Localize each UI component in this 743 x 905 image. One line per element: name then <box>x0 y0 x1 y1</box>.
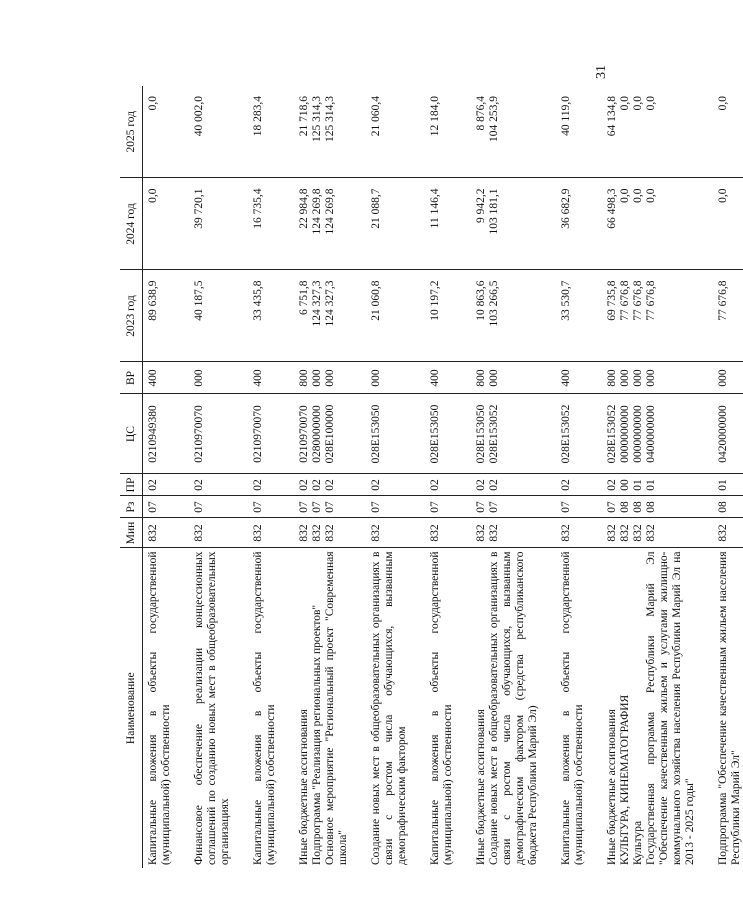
row-vr: 800 <box>606 362 619 394</box>
row-2023: 124 327,3 <box>311 270 324 362</box>
table-row <box>488 86 560 868</box>
row-vr: 000 <box>632 362 645 394</box>
row-2023: 10 197,2 <box>429 270 475 362</box>
row-2024: 9 942,2 <box>475 178 488 270</box>
row-2025: 125 314,3 <box>324 96 336 142</box>
row-pr: 02 <box>298 474 311 496</box>
row-min: 832 <box>619 518 632 548</box>
row-2023: 33 530,7 <box>560 270 606 362</box>
row-rz: 07 <box>475 496 488 518</box>
row-2025: 0,0 <box>619 96 631 111</box>
row-cs: 028E153050 <box>370 394 429 474</box>
col-header-min: Мин <box>120 518 143 548</box>
row-pr: 02 <box>606 474 619 496</box>
row-min: 832 <box>632 518 645 548</box>
row-pr: 02 <box>252 474 298 496</box>
row-2024: 124 269,8 <box>324 178 370 270</box>
row-name: Финансовое обеспечение реализации концессионных соглашений по созданию новых мест в общеобразовательных организациях <box>193 548 252 868</box>
row-name: КУЛЬТУРА, КИНЕМАТОГРАФИЯ <box>619 548 632 868</box>
row-2025: 8 876,4 <box>475 96 487 131</box>
row-min: 832 <box>311 518 324 548</box>
row-vr: 400 <box>252 362 298 394</box>
row-min: 832 <box>370 518 429 548</box>
row-2024: 124 269,8 <box>311 178 324 270</box>
row-2025: 104 253,9 <box>488 96 500 142</box>
row-min: 832 <box>488 518 560 548</box>
row-cs: 0210970070 <box>298 394 311 474</box>
col-header-pr: ПР <box>120 474 143 496</box>
table-row <box>324 86 370 868</box>
row-cs: 028E153050 <box>429 394 475 474</box>
row-2024: 103 181,1 <box>488 178 560 270</box>
row-2023: 77 676,8 <box>717 270 743 362</box>
row-2024: 39 720,1 <box>193 178 252 270</box>
row-name: Государственная программа Республики Марий Эл "Обеспечение качественным жильем и услугами жилищно-коммунального хозяйства населения Республики Марий Эл на 2013 - 2025 годы" <box>645 548 717 868</box>
table-row <box>560 86 606 868</box>
row-2024: 11 146,4 <box>429 178 475 270</box>
row-pr: 02 <box>143 474 194 496</box>
row-2024: 21 088,7 <box>370 178 429 270</box>
row-2025: 21 060,4 <box>370 96 382 137</box>
row-min: 832 <box>429 518 475 548</box>
row-2024: 0,0 <box>645 178 717 270</box>
row-vr: 000 <box>717 362 743 394</box>
row-2023: 89 638,9 <box>143 270 194 362</box>
row-2023: 21 060,8 <box>370 270 429 362</box>
row-vr: 000 <box>370 362 429 394</box>
row-rz: 08 <box>717 496 743 518</box>
row-2025: 12 184,0 <box>429 96 441 137</box>
col-header-vr: ВР <box>120 362 143 394</box>
table-row <box>370 86 429 868</box>
row-2025: 0,0 <box>717 96 729 111</box>
row-pr: 02 <box>488 474 560 496</box>
row-min: 832 <box>475 518 488 548</box>
row-min: 832 <box>324 518 370 548</box>
row-2024: 0,0 <box>619 178 632 270</box>
col-header-name: Наименование <box>120 548 143 868</box>
row-pr: 01 <box>645 474 717 496</box>
row-vr: 000 <box>645 362 717 394</box>
row-rz: 07 <box>143 496 194 518</box>
table-row <box>252 86 298 868</box>
table-header-row <box>120 86 143 868</box>
row-pr: 02 <box>311 474 324 496</box>
row-2024: 22 984,8 <box>298 178 311 270</box>
table-row <box>429 86 475 868</box>
row-min: 832 <box>143 518 194 548</box>
row-rz: 07 <box>324 496 370 518</box>
row-rz: 07 <box>311 496 324 518</box>
row-cs: 0400000000 <box>645 394 717 474</box>
row-name: Подпрограмма "Обеспечение качественным жильем населения Республики Марий Эл" <box>717 548 743 868</box>
row-2025: 18 283,4 <box>252 96 264 137</box>
row-vr: 400 <box>143 362 194 394</box>
col-header-rz: Рз <box>120 496 143 518</box>
row-2023: 33 435,8 <box>252 270 298 362</box>
row-min: 832 <box>193 518 252 548</box>
row-min: 832 <box>560 518 606 548</box>
row-2025: 40 119,0 <box>560 96 572 136</box>
row-rz: 07 <box>429 496 475 518</box>
row-2025: 0,0 <box>147 96 159 111</box>
col-header-2025: 2025 год <box>120 86 143 178</box>
table-row <box>619 86 632 868</box>
row-cs: 0210970070 <box>193 394 252 474</box>
row-vr: 000 <box>193 362 252 394</box>
table-row <box>606 86 619 868</box>
row-2025: 40 002,0 <box>193 96 205 137</box>
row-2024: 66 498,3 <box>606 178 619 270</box>
row-min: 832 <box>645 518 717 548</box>
row-rz: 07 <box>193 496 252 518</box>
row-cs: 028E153052 <box>488 394 560 474</box>
row-min: 832 <box>717 518 743 548</box>
table-row <box>645 86 717 868</box>
row-vr: 400 <box>560 362 606 394</box>
row-2023: 103 266,5 <box>488 270 560 362</box>
table-row <box>632 86 645 868</box>
row-cs: 028E100000 <box>324 394 370 474</box>
row-name: Культура <box>632 548 645 868</box>
row-rz: 07 <box>606 496 619 518</box>
row-rz: 07 <box>560 496 606 518</box>
row-2023: 77 676,8 <box>619 270 632 362</box>
row-cs: 028E153050 <box>475 394 488 474</box>
row-pr: 01 <box>717 474 743 496</box>
row-2024: 16 735,4 <box>252 178 298 270</box>
row-name: Основное мероприятие "Региональный проект "Современная школа" <box>324 548 370 868</box>
row-min: 832 <box>298 518 311 548</box>
row-cs: 0210970070 <box>252 394 298 474</box>
row-cs: 028E153052 <box>606 394 619 474</box>
table-row <box>143 86 194 868</box>
row-name: Капитальные вложения в объекты государственной (муниципальной) собственности <box>143 548 194 868</box>
row-2023: 124 327,3 <box>324 270 370 362</box>
row-pr: 00 <box>619 474 632 496</box>
row-2025: 21 718,6 <box>298 96 310 137</box>
page-number: 31 <box>594 65 609 79</box>
col-header-2024: 2024 год <box>120 178 143 270</box>
row-cs: 0000000000 <box>632 394 645 474</box>
row-name: Создание новых мест в общеобразовательных организациях в связи с ростом числа обучающихся, вызванным демографическим фактором (средства республиканского бюджета Республики Марий Эл) <box>488 548 560 868</box>
row-vr: 000 <box>311 362 324 394</box>
row-2025: 125 314,3 <box>311 96 323 142</box>
row-2023: 10 863,6 <box>475 270 488 362</box>
row-2023: 77 676,8 <box>632 270 645 362</box>
row-rz: 08 <box>645 496 717 518</box>
row-cs: 0280000000 <box>311 394 324 474</box>
table-row <box>193 86 252 868</box>
row-name: Подпрограмма "Реализация региональных проектов" <box>311 548 324 868</box>
row-2024: 0,0 <box>632 178 645 270</box>
row-rz: 07 <box>488 496 560 518</box>
row-pr: 02 <box>324 474 370 496</box>
row-name: Иные бюджетные ассигнования <box>298 548 311 868</box>
row-vr: 000 <box>619 362 632 394</box>
row-name: Капитальные вложения в объекты государственной (муниципальной) собственности <box>560 548 606 868</box>
row-2025: 64 134,8 <box>606 96 618 137</box>
row-2023: 6 751,8 <box>298 270 311 362</box>
row-rz: 07 <box>298 496 311 518</box>
row-name: Капитальные вложения в объекты государственной (муниципальной) собственности <box>252 548 298 868</box>
row-min: 832 <box>252 518 298 548</box>
row-vr: 800 <box>475 362 488 394</box>
budget-table-rotated <box>120 86 742 868</box>
row-vr: 000 <box>324 362 370 394</box>
row-2023: 69 735,8 <box>606 270 619 362</box>
row-name: Капитальные вложения в объекты государственной (муниципальной) собственности <box>429 548 475 868</box>
row-2024: 36 682,9 <box>560 178 606 270</box>
row-pr: 02 <box>560 474 606 496</box>
row-pr: 02 <box>370 474 429 496</box>
row-2025: 0,0 <box>632 96 644 111</box>
row-vr: 000 <box>488 362 560 394</box>
budget-table <box>120 86 743 868</box>
row-name: Иные бюджетные ассигнования <box>475 548 488 868</box>
table-row <box>717 86 743 868</box>
row-rz: 08 <box>632 496 645 518</box>
col-header-2023: 2023 год <box>120 270 143 362</box>
row-2023: 40 187,5 <box>193 270 252 362</box>
table-row <box>298 86 311 868</box>
row-rz: 07 <box>252 496 298 518</box>
table-row <box>475 86 488 868</box>
row-cs: 0420000000 <box>717 394 743 474</box>
row-cs: 0210949380 <box>143 394 194 474</box>
row-rz: 07 <box>370 496 429 518</box>
col-header-cs: ЦС <box>120 394 143 474</box>
row-vr: 800 <box>298 362 311 394</box>
row-min: 832 <box>606 518 619 548</box>
row-2025: 0,0 <box>645 96 657 111</box>
row-cs: 0000000000 <box>619 394 632 474</box>
row-pr: 02 <box>193 474 252 496</box>
row-name: Иные бюджетные ассигнования <box>606 548 619 868</box>
table-row <box>311 86 324 868</box>
row-vr: 400 <box>429 362 475 394</box>
row-rz: 08 <box>619 496 632 518</box>
row-2024: 0,0 <box>143 178 194 270</box>
row-2024: 0,0 <box>717 178 743 270</box>
row-pr: 01 <box>632 474 645 496</box>
row-pr: 02 <box>475 474 488 496</box>
row-pr: 02 <box>429 474 475 496</box>
row-cs: 028E153052 <box>560 394 606 474</box>
row-2023: 77 676,8 <box>645 270 717 362</box>
row-name: Создание новых мест в общеобразовательных организациях в связи с ростом числа обучающихся, вызванным демографическим фактором <box>370 548 429 868</box>
